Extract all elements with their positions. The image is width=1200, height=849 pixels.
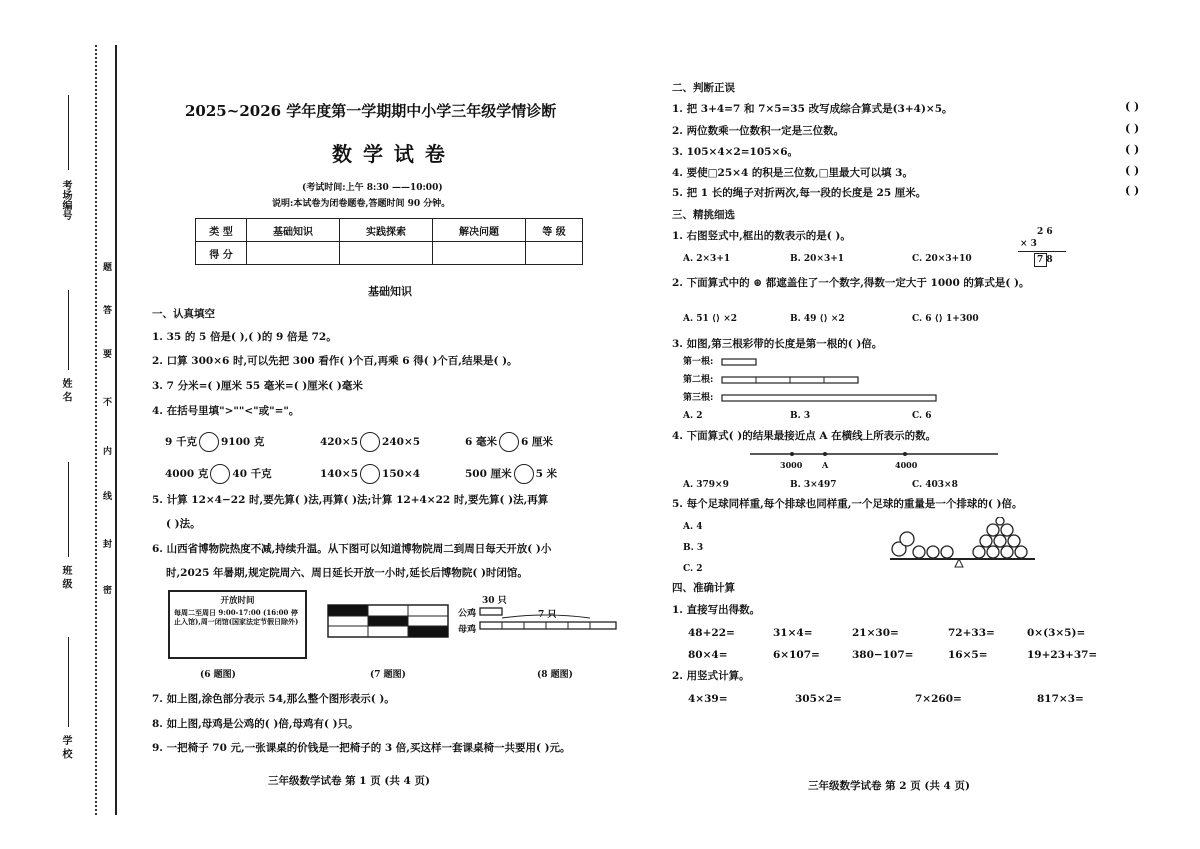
- option[interactable]: A. 2: [683, 411, 703, 421]
- seal-char: 答: [103, 306, 113, 316]
- calc-item: 16×5=: [948, 649, 988, 661]
- question-9: 9. 一把椅子 70 元,一张课桌的价钱是一把椅子的 3 倍,买这样一套课桌椅一共要用( )元。: [152, 742, 571, 754]
- option[interactable]: C. 403×8: [912, 480, 958, 490]
- option[interactable]: A. 51 ⟨⟩ ×2: [683, 314, 738, 324]
- answer-bracket[interactable]: ( ): [1125, 164, 1140, 177]
- answer-bracket[interactable]: ( ): [1125, 184, 1140, 197]
- exam-no-label: 考场编号: [60, 180, 71, 220]
- score-table-header: 类 型: [196, 219, 247, 242]
- question-6-cont: 时,2025 年暑期,规定院周六、周日延长开放一小时,延长后博物院( )时闭馆。: [166, 567, 528, 579]
- question-3: 3. 7 分米=( )厘米 55 毫米=( )厘米( )毫米: [152, 380, 363, 392]
- score-row-label: 得 分: [196, 242, 247, 265]
- compare-item: 6 毫米 6 厘米: [465, 432, 553, 452]
- exam-time: (考试时间:上午 8:30 ——10:00): [302, 183, 443, 193]
- vertical-calc-item: 4×39=: [688, 693, 728, 705]
- judge-1: 1. 把 3+4=7 和 7×5=35 改写成综合算式是(3+4)×5。: [672, 103, 953, 115]
- option[interactable]: B. 49 ⟨⟩ ×2: [790, 314, 845, 324]
- calc-item: 380−107=: [852, 649, 914, 661]
- compare-item: 4000 克 40 千克: [165, 464, 272, 484]
- answer-bracket[interactable]: ( ): [1125, 122, 1140, 135]
- score-cell[interactable]: [247, 242, 340, 265]
- judge-5: 5. 把 1 长的绳子对折两次,每一段的长度是 25 厘米。: [672, 187, 927, 199]
- option[interactable]: A. 4: [683, 522, 703, 532]
- name-line: [68, 290, 69, 370]
- choice-5: 5. 每个足球同样重,每个排球也同样重,一个足球的重量是一个排球的( )倍。: [672, 498, 1023, 510]
- answer-circle[interactable]: [360, 464, 380, 484]
- score-cell[interactable]: [526, 242, 583, 265]
- option[interactable]: A. 379×9: [683, 480, 729, 490]
- question-5-cont: ( )法。: [166, 518, 201, 530]
- vert-calc-rule: [1018, 251, 1066, 252]
- score-table-header: 基础知识: [247, 219, 340, 242]
- part-heading: 四、准确计算: [672, 582, 735, 594]
- option[interactable]: C. 20×3+10: [912, 254, 972, 264]
- class-line: [68, 462, 69, 557]
- name-label: 姓 名: [60, 378, 71, 402]
- answer-circle[interactable]: [514, 464, 534, 484]
- hen-label: 母鸡: [458, 625, 477, 635]
- calc-item: 19+23+37=: [1027, 649, 1098, 661]
- seal-char: 封: [103, 540, 113, 550]
- answer-circle[interactable]: [199, 432, 219, 452]
- score-table-header: 实践探索: [340, 219, 433, 242]
- ribbon-label: 第三根:: [683, 393, 714, 403]
- option[interactable]: B. 3×497: [790, 480, 837, 490]
- choice-2: 2. 下面算式中的 ⊛ 都遮盖住了一个数字,得数一定大于 1000 的算式是( )。: [672, 277, 1030, 289]
- question-6: 6. 山西省博物院热度不减,持续升温。从下图可以知道博物院周二到周日每天开放( )小: [152, 543, 552, 555]
- judge-2: 2. 两位数乘一位数积一定是三位数。: [672, 125, 845, 137]
- school-label: 学 校: [60, 735, 71, 759]
- option[interactable]: A. 2×3+1: [683, 254, 731, 264]
- boxed-digit: [1034, 253, 1047, 267]
- calc-instruction: 2. 用竖式计算。: [672, 670, 750, 682]
- numline-label: 3000: [780, 460, 803, 470]
- class-label: 班 级: [60, 565, 71, 589]
- calc-instruction: 1. 直接写出得数。: [672, 604, 761, 616]
- notice-text: 每周二至周日 9:00-17:00 (16:00 停止入馆),周一闭馆(国家法定节假日除外): [174, 608, 299, 626]
- calc-item: 72+33=: [948, 627, 995, 639]
- option[interactable]: B. 3: [790, 411, 811, 421]
- page-footer: 三年级数学试卷 第 1 页 (共 4 页): [268, 775, 430, 787]
- seal-char: 密: [103, 586, 113, 596]
- diff-count: 7 只: [538, 610, 557, 620]
- seal-char: 线: [103, 492, 113, 502]
- answer-bracket[interactable]: ( ): [1125, 143, 1140, 156]
- part-heading: 三、精挑细选: [672, 209, 735, 221]
- option[interactable]: C. 6 ⟨⟩ 1+300: [912, 314, 979, 324]
- option[interactable]: B. 20×3+1: [790, 254, 845, 264]
- choice-3: 3. 如图,第三根彩带的长度是第一根的( )倍。: [672, 338, 883, 350]
- calc-item: 80×4=: [688, 649, 728, 661]
- rooster-count: 30 只: [482, 596, 507, 606]
- compare-item: 500 厘米 5 米: [465, 464, 557, 484]
- score-table-header: 解决问题: [433, 219, 526, 242]
- exam-note: 说明:本试卷为闭卷题卷,答题时间 90 分钟。: [272, 199, 451, 209]
- balance-scale-figure: [885, 517, 1045, 573]
- option[interactable]: B. 3: [683, 543, 704, 553]
- opening-hours-notice: [168, 590, 307, 659]
- vert-calc-result: 7 8: [1037, 255, 1053, 265]
- vertical-calc-item: 817×3=: [1037, 693, 1084, 705]
- answer-circle[interactable]: [210, 464, 230, 484]
- calc-item: 0×(3×5)=: [1027, 627, 1086, 639]
- rooster-label: 公鸡: [458, 609, 477, 619]
- option[interactable]: C. 2: [683, 564, 703, 574]
- seal-char: 要: [103, 350, 113, 360]
- calc-item: 48+22=: [688, 627, 735, 639]
- part-heading: 二、判断正误: [672, 82, 735, 94]
- exam-subtitle: 数 学 试 卷: [332, 142, 447, 166]
- calc-item: 6×107=: [773, 649, 820, 661]
- choice-1: 1. 右图竖式中,框出的数表示的是( )。: [672, 230, 851, 242]
- score-table: [195, 218, 583, 265]
- notice-title: 开放时间: [220, 596, 255, 606]
- vertical-calc-item: 7×260=: [915, 693, 962, 705]
- seal-char: 不: [103, 398, 113, 408]
- answer-bracket[interactable]: ( ): [1125, 100, 1140, 113]
- choice-4: 4. 下面算式( )的结果最接近点 A 在横线上所表示的数。: [672, 430, 937, 442]
- question-4: 4. 在括号里填">""<"或"="。: [152, 405, 300, 417]
- question-7: 7. 如上图,涂色部分表示 54,那么整个图形表示( )。: [152, 693, 395, 705]
- answer-circle[interactable]: [499, 432, 519, 452]
- question-1: 1. 35 的 5 倍是( ),( )的 9 倍是 72。: [152, 331, 337, 343]
- ribbon-label: 第一根:: [683, 357, 714, 367]
- question-2: 2. 口算 300×6 时,可以先把 300 看作( )个百,再乘 6 得( )个百,结果是( )。: [152, 355, 518, 367]
- question-8: 8. 如上图,母鸡是公鸡的( )倍,母鸡有( )只。: [152, 718, 359, 730]
- question-5: 5. 计算 12×4−22 时,要先算( )法,再算( )法;计算 12+4×22 时,要先算( )法,再算: [152, 494, 549, 506]
- compare-item: 9 千克 9100 克: [165, 432, 264, 452]
- binding-border: [115, 45, 117, 815]
- vertical-calc-item: 305×2=: [795, 693, 842, 705]
- page-footer: 三年级数学试卷 第 2 页 (共 4 页): [808, 780, 970, 792]
- compare-item: 420×5 240×5: [320, 432, 420, 452]
- part-heading: 一、认真填空: [152, 308, 215, 320]
- exam-title: 2025~2026 学年度第一学期期中小学三年级学情诊断: [185, 102, 557, 120]
- numline-label: 4000: [895, 460, 918, 470]
- score-table-header: 等 级: [526, 219, 583, 242]
- option[interactable]: C. 6: [912, 411, 932, 421]
- figure-caption: (8 题图): [537, 670, 573, 680]
- seal-char: 内: [103, 447, 113, 457]
- exam-no-line: [68, 95, 69, 170]
- judge-4: 4. 要使□25×4 的积是三位数,□里最大可以填 3。: [672, 167, 913, 179]
- school-line: [68, 637, 69, 727]
- dotted-cut-line: [95, 45, 97, 815]
- shaded-grid-figure: [327, 604, 449, 638]
- calc-item: 21×30=: [852, 627, 899, 639]
- score-cell[interactable]: [433, 242, 526, 265]
- vert-calc-top: 2 6: [1037, 227, 1053, 237]
- seal-char: 题: [103, 263, 113, 273]
- judge-3: 3. 105×4×2=105×6。: [672, 146, 799, 158]
- ribbon-label: 第二根:: [683, 375, 714, 385]
- section-heading: 基础知识: [368, 285, 412, 298]
- numline-point-a: A: [822, 460, 829, 470]
- answer-circle[interactable]: [360, 432, 380, 452]
- ribbon-figure: [720, 356, 940, 404]
- figure-caption: (7 题图): [370, 670, 406, 680]
- chicken-bar-figure: [478, 604, 620, 636]
- compare-item: 140×5 150×4: [320, 464, 420, 484]
- figure-caption: (6 题图): [200, 670, 236, 680]
- vert-calc-mul: × 3: [1020, 239, 1037, 249]
- score-cell[interactable]: [340, 242, 433, 265]
- calc-item: 31×4=: [773, 627, 813, 639]
